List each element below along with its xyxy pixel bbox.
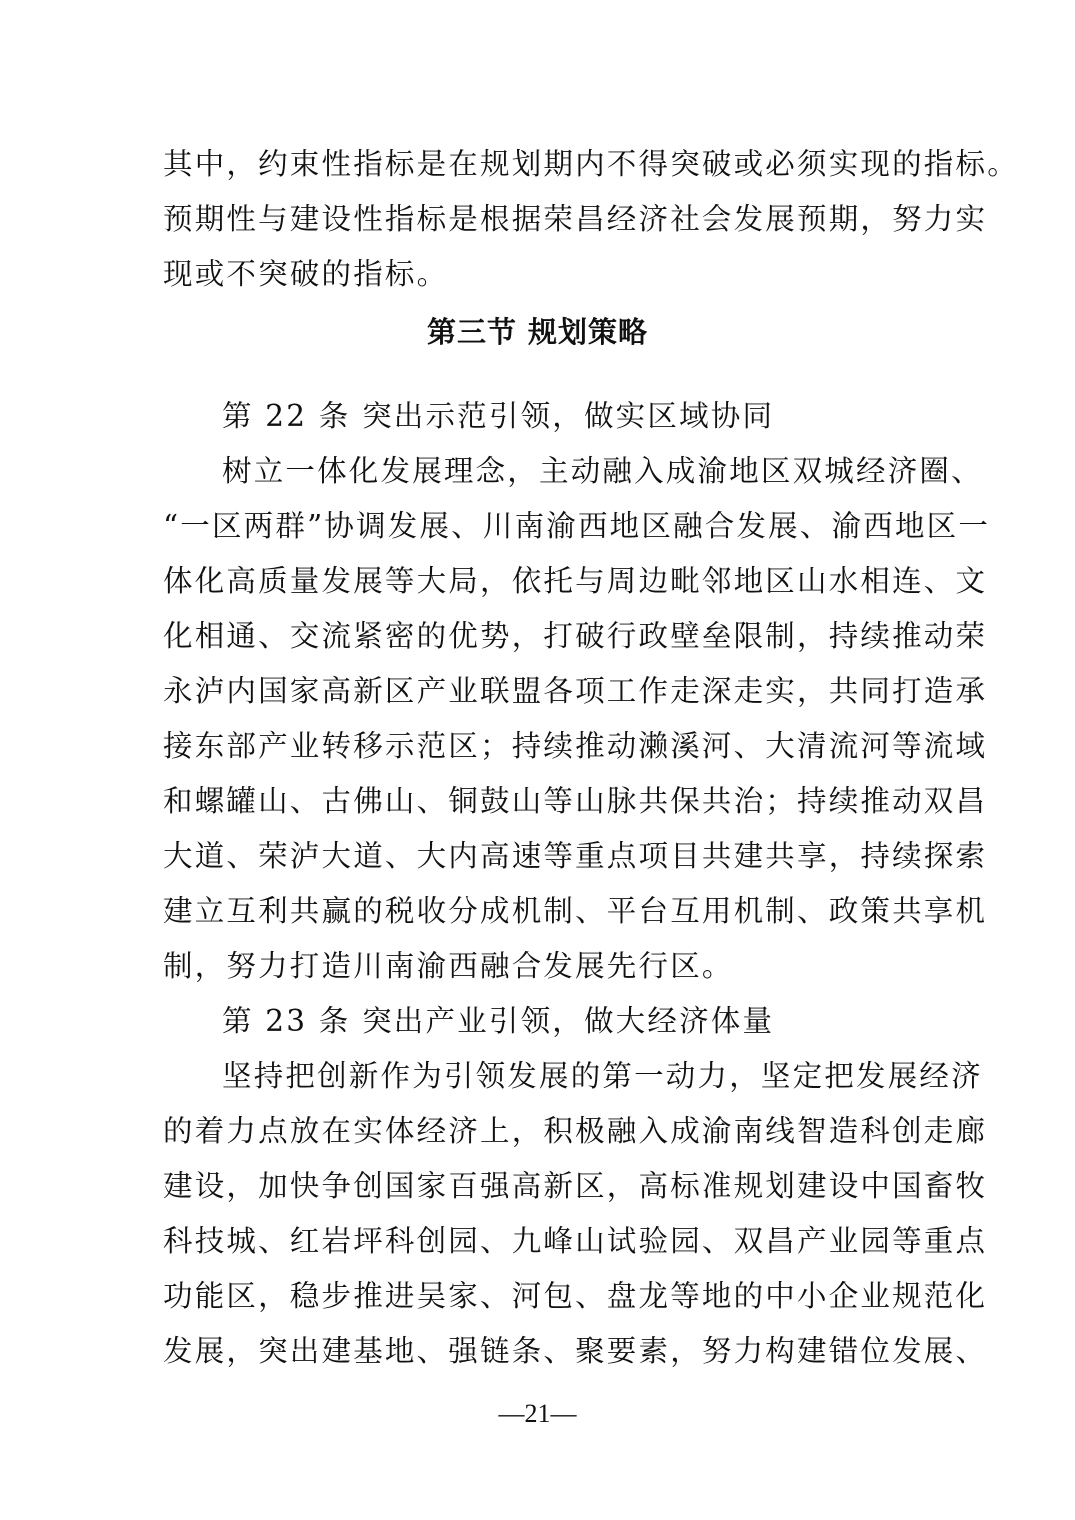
article-22-line-1: 树立一体化发展理念，主动融入成渝地区双城经济圈、 [222, 454, 983, 488]
article-23-line-1: 坚持把创新作为引领发展的第一动力，坚定把发展经济 [222, 1059, 983, 1093]
article-22-line-10: 制，努力打造川南渝西融合发展先行区。 [163, 949, 734, 983]
article-22-line-5: 永泸内国家高新区产业联盟各项工作走深走实，共同打造承 [163, 674, 988, 708]
article-22-line-2: “一区两群”协调发展、川南渝西地区融合发展、渝西地区一 [163, 509, 991, 543]
article-22-title: 第 22 条 突出示范引领，做实区域协同 [222, 399, 775, 433]
article-22-line-6: 接东部产业转移示范区；持续推动濑溪河、大清流河等流域 [163, 729, 988, 763]
intro-line-3: 现或不突破的指标。 [163, 257, 449, 291]
intro-line-1: 其中，约束性指标是在规划期内不得突破或必须实现的指标。 [163, 147, 1019, 181]
intro-line-2: 预期性与建设性指标是根据荣昌经济社会发展预期，努力实 [163, 202, 988, 236]
page-number: —21— [498, 1399, 577, 1428]
article-23-line-2: 的着力点放在实体经济上，积极融入成渝南线智造科创走廊 [163, 1114, 988, 1148]
article-23-line-3: 建设，加快争创国家百强高新区，高标准规划建设中国畜牧 [163, 1169, 988, 1203]
article-22-line-8: 大道、荣泸大道、大内高速等重点项目共建共享，持续探索 [163, 839, 988, 873]
article-22-line-7: 和螺罐山、古佛山、铜鼓山等山脉共保共治；持续推动双昌 [163, 784, 988, 818]
article-23-title: 第 23 条 突出产业引领，做大经济体量 [222, 1004, 775, 1038]
article-23-line-4: 科技城、红岩坪科创园、九峰山试验园、双昌产业园等重点 [163, 1224, 988, 1258]
article-22-line-4: 化相通、交流紧密的优势，打破行政壁垒限制，持续推动荣 [163, 619, 988, 653]
article-23-line-5: 功能区，稳步推进吴家、河包、盘龙等地的中小企业规范化 [163, 1279, 988, 1313]
article-23-line-6: 发展，突出建基地、强链条、聚要素，努力构建错位发展、 [163, 1334, 988, 1368]
section-heading: 第三节 规划策略 [426, 315, 649, 349]
article-22-line-9: 建立互利共赢的税收分成机制、平台互用机制、政策共享机 [163, 894, 988, 928]
article-22-line-3: 体化高质量发展等大局，依托与周边毗邻地区山水相连、文 [163, 564, 988, 598]
